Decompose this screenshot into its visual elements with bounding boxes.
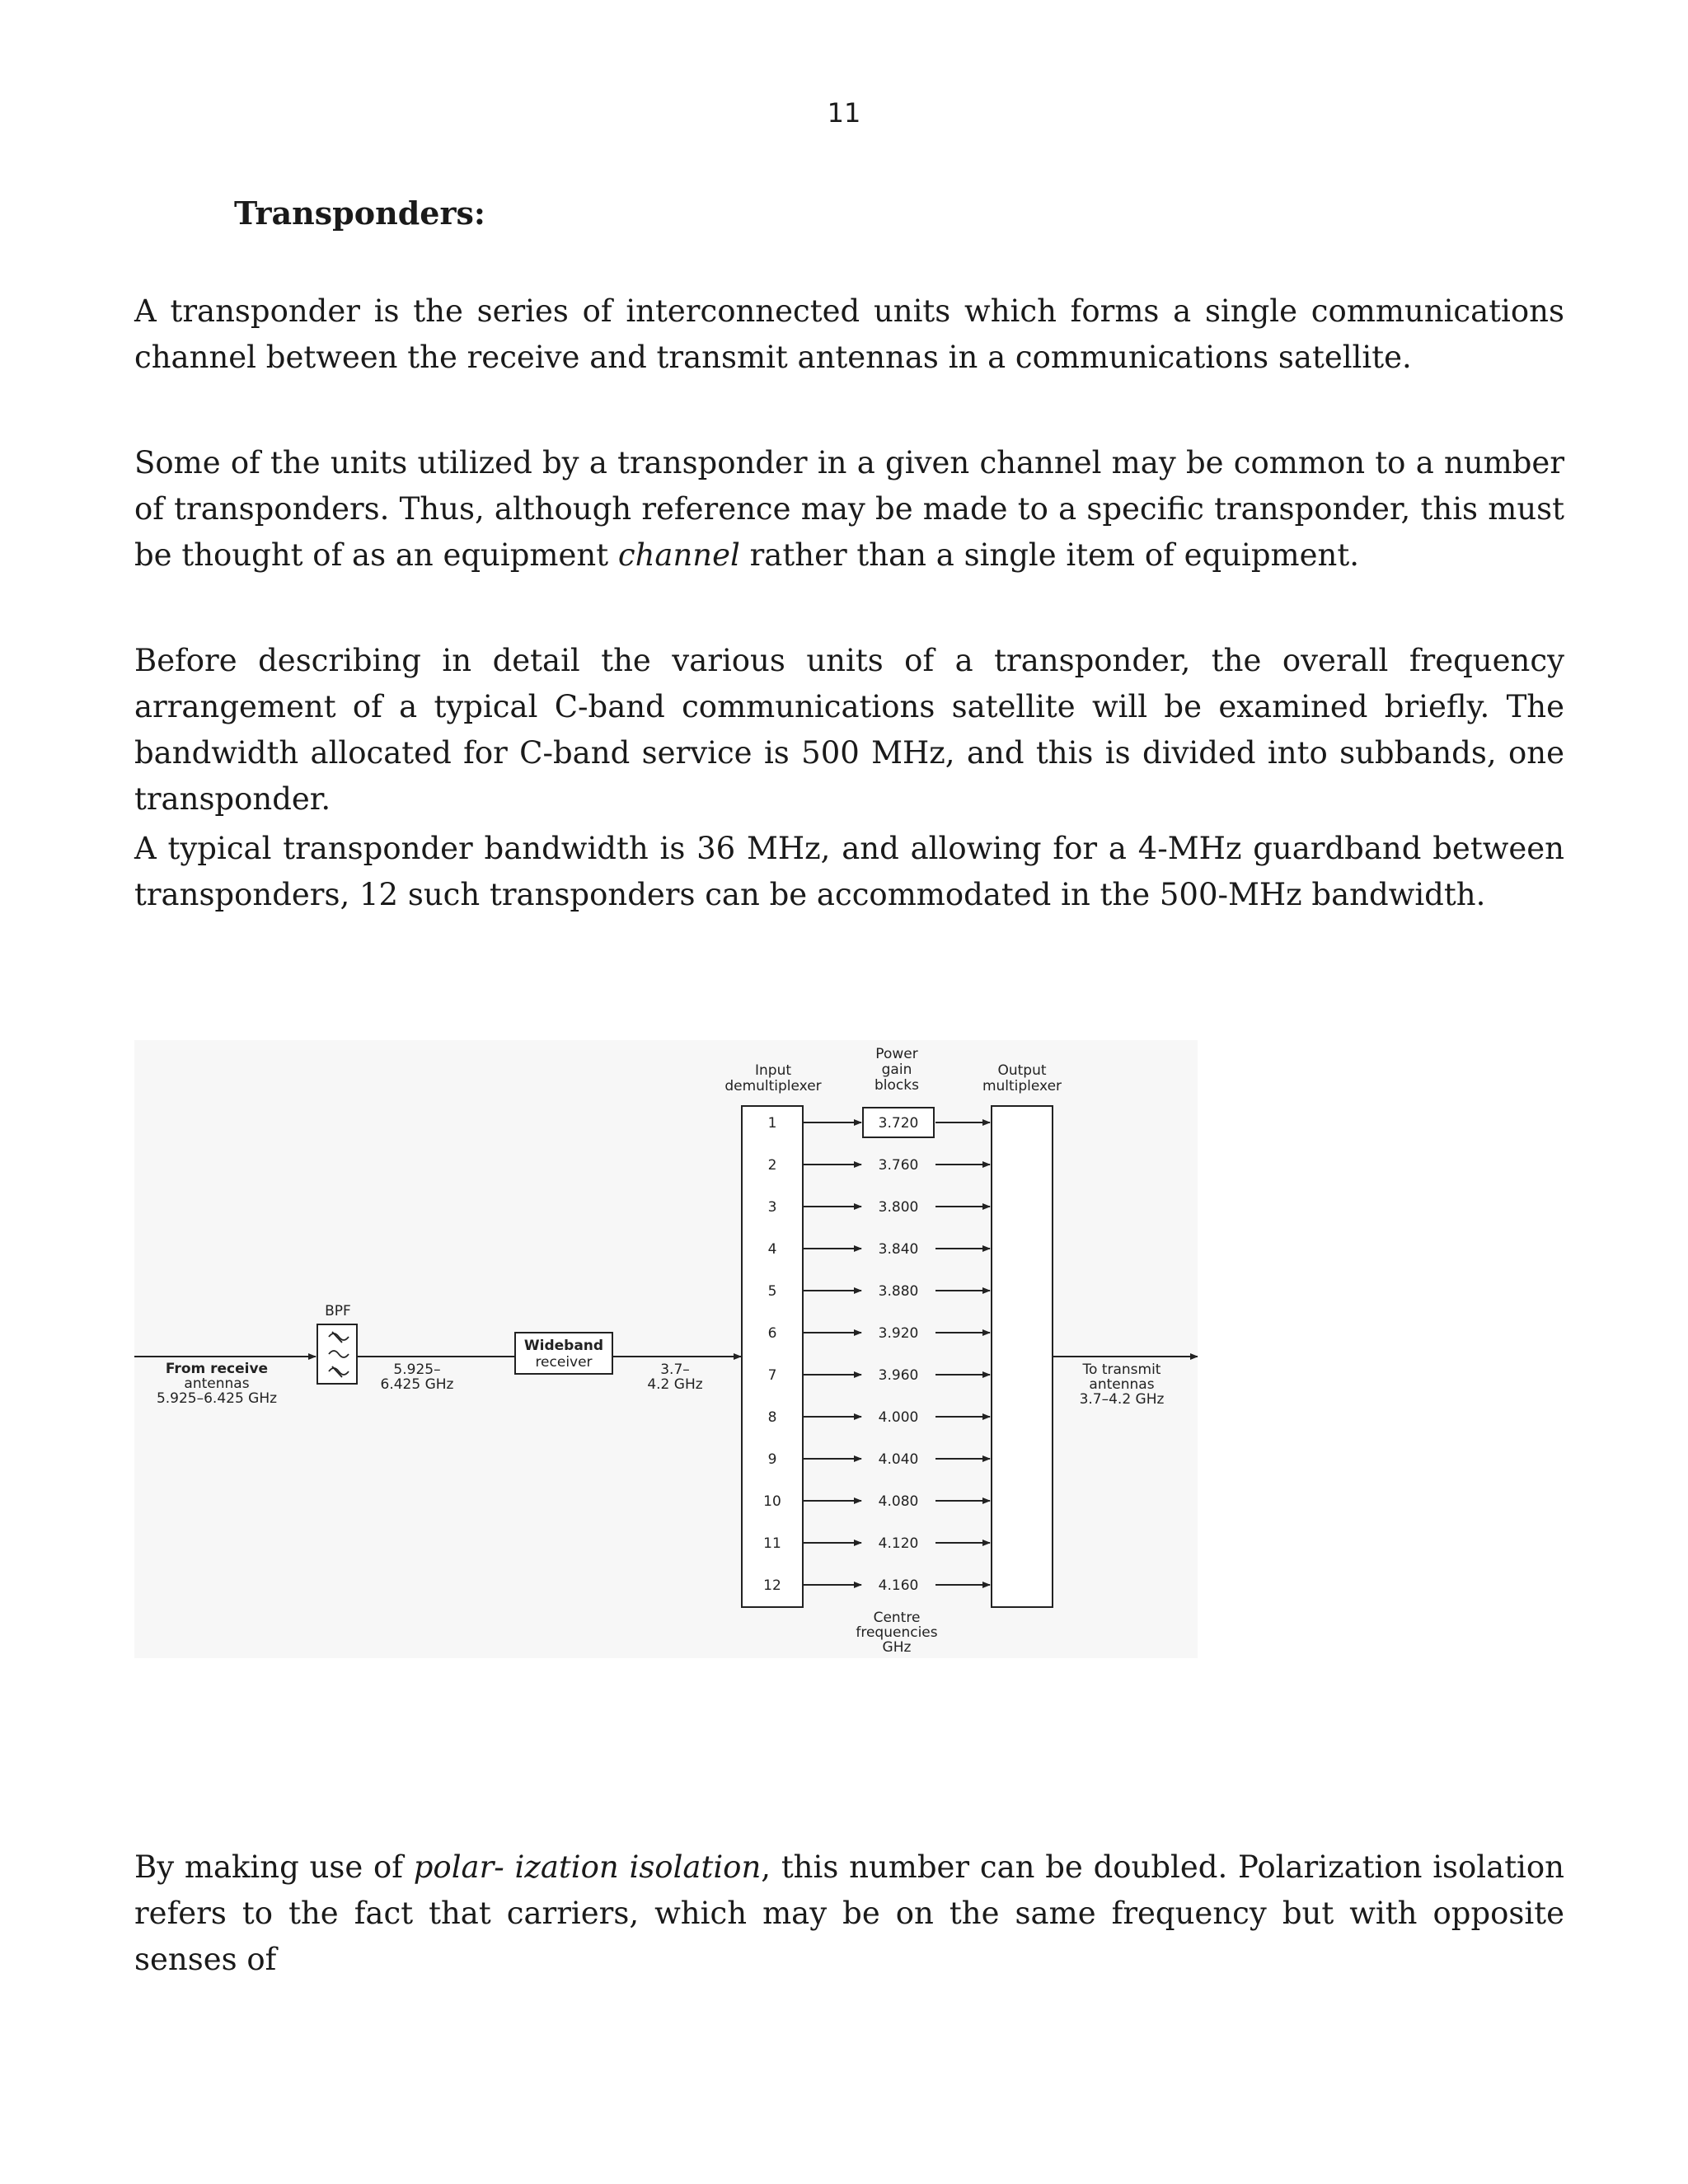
centre-frequency: 3.880 xyxy=(878,1283,919,1300)
channel-number: 12 xyxy=(763,1577,781,1594)
channel-number: 10 xyxy=(763,1493,781,1510)
channel-number: 5 xyxy=(767,1283,777,1300)
channel-number: 9 xyxy=(767,1451,777,1468)
bpf-block xyxy=(317,1324,357,1384)
bpf-label: BPF xyxy=(325,1303,351,1319)
paragraph-bandwidth: A typical transponder bandwidth is 36 MHz, and allowing for a 4-MHz guardband between transponders, 12 such transponders can be accommodated in the 500-MHz bandwidth. xyxy=(134,831,1564,912)
demux-label: demultiplexer xyxy=(724,1078,822,1094)
paragraph-polarization xyxy=(134,1844,1564,1983)
freq-after-receiver: 4.2 GHz xyxy=(647,1376,703,1393)
mux-label: Output xyxy=(997,1062,1047,1079)
power-gain-label: blocks xyxy=(874,1077,919,1094)
channel-number: 4 xyxy=(767,1241,777,1258)
transponder-block-diagram xyxy=(134,1040,1198,1658)
input-demultiplexer-block xyxy=(742,1106,803,1607)
centre-frequency: 3.920 xyxy=(878,1325,919,1342)
section-heading: Transponders: xyxy=(234,194,485,232)
centre-frequency: 4.000 xyxy=(878,1409,919,1426)
channel-number: 1 xyxy=(767,1115,777,1132)
centre-frequency: 3.960 xyxy=(878,1367,919,1384)
centre-frequency: 3.800 xyxy=(878,1199,919,1216)
power-gain-label: gain xyxy=(881,1062,912,1078)
power-gain-label: Power xyxy=(875,1046,918,1062)
paragraph-text: By making use of xyxy=(134,1849,414,1885)
freq-after-receiver: 3.7– xyxy=(660,1361,690,1378)
output-label: To transmit xyxy=(1082,1361,1161,1378)
paragraph-common-units xyxy=(134,440,1564,579)
paragraph-text: , this number can be doubled. Polarization isolation refers to the fact that carriers, which may be on the same frequency but with opposite senses of xyxy=(134,1849,1564,1977)
centre-frequency: 3.760 xyxy=(878,1157,919,1174)
mux-label: multiplexer xyxy=(982,1078,1062,1094)
paragraph-text: rather than a single item of equipment. xyxy=(739,537,1359,573)
receiver-label: receiver xyxy=(535,1354,593,1371)
channel-number: 2 xyxy=(767,1157,777,1174)
italic-term: channel xyxy=(617,537,740,573)
input-freq-label: 5.925–6.425 GHz xyxy=(156,1390,278,1407)
centre-frequency: 3.840 xyxy=(878,1241,919,1258)
centre-frequency: 4.040 xyxy=(878,1451,919,1468)
output-freq-label: 3.7–4.2 GHz xyxy=(1079,1391,1165,1408)
channel-number: 7 xyxy=(767,1367,777,1384)
freq-after-bpf: 6.425 GHz xyxy=(380,1376,454,1393)
freq-after-bpf: 5.925– xyxy=(393,1361,441,1378)
paragraph-transponder-definition: A transponder is the series of interconnected units which forms a single communications channel between the receive and transmit antennas in a communications satellite. xyxy=(134,293,1564,375)
input-label: From receive xyxy=(165,1361,269,1377)
channel-number: 11 xyxy=(763,1535,781,1552)
output-label: antennas xyxy=(1089,1376,1155,1393)
demux-label: Input xyxy=(754,1062,792,1079)
page-number: 11 xyxy=(827,97,861,129)
channel-number: 6 xyxy=(767,1325,777,1342)
centre-freq-label: frequencies xyxy=(856,1624,938,1641)
receiver-label: Wideband xyxy=(523,1338,604,1354)
output-multiplexer-block xyxy=(992,1106,1053,1607)
paragraph-text: Some of the units utilized by a transponder in a given channel may be common to a number of transponders. Thus, although reference may be made to a specific transponder, this must be thought of as an equipment xyxy=(134,445,1564,573)
input-label: antennas xyxy=(184,1376,250,1392)
centre-freq-label: Centre xyxy=(873,1610,921,1626)
channel-number: 8 xyxy=(767,1409,777,1426)
centre-frequency: 3.720 xyxy=(878,1115,919,1132)
italic-term: polar- ization isolation xyxy=(413,1849,762,1885)
paragraph-frequency-arrangement: Before describing in detail the various units of a transponder, the overall frequency arrangement of a typical C-band communications satellite will be examined briefly. The bandwidth allocated for C-band service is 500 MHz, and this is divided into subbands, one transponder. xyxy=(134,643,1564,817)
channel-number: 3 xyxy=(767,1199,777,1216)
centre-frequency: 4.160 xyxy=(878,1577,919,1594)
centre-freq-label: GHz xyxy=(882,1639,912,1656)
centre-frequency: 4.120 xyxy=(878,1535,919,1552)
centre-frequency: 4.080 xyxy=(878,1493,919,1510)
